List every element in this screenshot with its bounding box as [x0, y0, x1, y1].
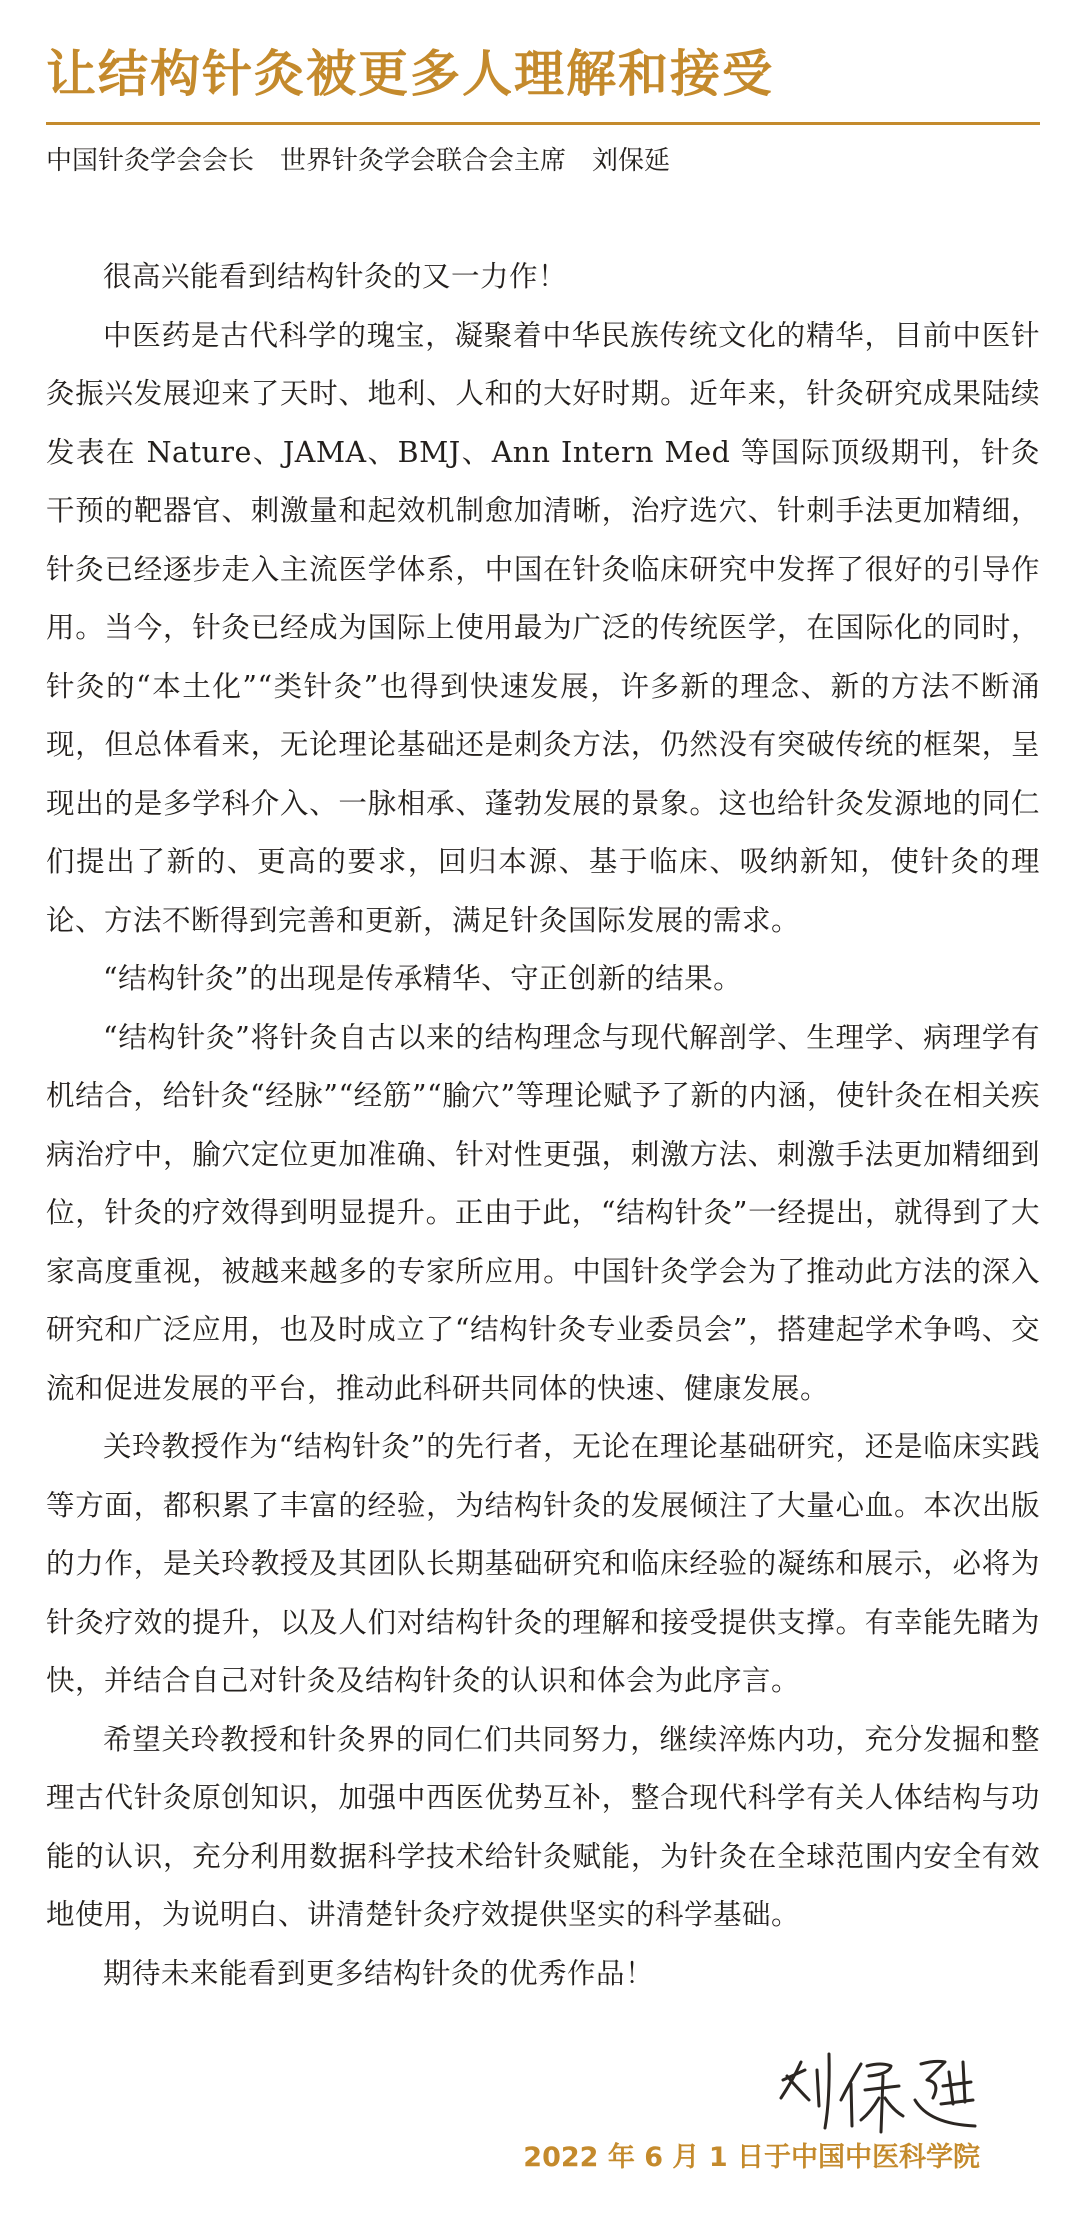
paragraph: “结构针灸”的出现是传承精华、守正创新的结果。 — [103, 962, 743, 995]
paragraph: 中医药是古代科学的瑰宝，凝聚着中华民族传统文化的精华，目前中医针灸振兴发展迎来了天时、地利、人和的大好时期。近年来，针灸研究成果陆续发表在 Nature、JAMA、BMJ、Ann Intern Med 等国际顶级期刊，针灸干预的靶器官、刺激量和起效机制愈加清晰，治疗选穴、针刺手法更加精细，针灸已经逐步走入主流医学体系，中国在针灸临床研究中发挥了很好的引导作用。当今，针灸已经成为国际上使用最为广泛的传统医学，在国际化的同时，针灸的“本土化”“类针灸”也得到快速发展，许多新的理念、新的方法不断涌现，但总体看来，无论理论基础还是刺灸方法，仍然没有突破传统的框架，呈现出的是多学科介入、一脉相承、蓬勃发展的景象。这也给针灸发源地的同仁们提出了新的、更高的要求，回归本源、基于临床、吸纳新知，使针灸的理论、方法不断得到完善和更新，满足针灸国际发展的需求。 — [46, 318, 1040, 937]
author-byline: 中国针灸学会会长 世界针灸学会联合会主席 刘保延 — [46, 146, 671, 176]
preface-body — [46, 248, 1040, 2003]
date-line: 2022 年 6 月 1 日于中国中医科学院 — [523, 2142, 980, 2173]
paragraph: 期待未来能看到更多结构针灸的优秀作品！ — [103, 1956, 655, 1990]
paragraph: 希望关玲教授和针灸界的同仁们共同努力，继续淬炼内功，充分发掘和整理古代针灸原创知识，加强中西医优势互补，整合现代科学有关人体结构与功能的认识，充分利用数据科学技术给针灸赋能，为针灸在全球范围内安全有效地使用，为说明白、讲清楚针灸疗效提供坚实的科学基础。 — [46, 1722, 1040, 1931]
page-title: 让结构针灸被更多人理解和接受 — [46, 45, 774, 103]
paragraph: 关玲教授作为“结构针灸”的先行者，无论在理论基础研究，还是临床实践等方面，都积累了丰富的经验，为结构针灸的发展倾注了大量心血。本次出版的力作，是关玲教授及其团队长期基础研究和临床经验的凝练和展示，必将为针灸疗效的提升，以及人们对结构针灸的理解和接受提供支撑。有幸能先睹为快，并结合自己对针灸及结构针灸的认识和体会为此序言。 — [46, 1430, 1040, 1697]
paragraph: “结构针灸”将针灸自古以来的结构理念与现代解剖学、生理学、病理学有机结合，给针灸“经脉”“经筋”“腧穴”等理论赋予了新的内涵，使针灸在相关疾病治疗中，腧穴定位更加准确、针对性更强，刺激方法、刺激手法更加精细到位，针灸的疗效得到明显提升。正由于此，“结构针灸”一经提出，就得到了大家高度重视，被越来越多的专家所应用。中国针灸学会为了推动此方法的深入研究和广泛应用，也及时成立了“结构针灸专业委员会”，搭建起学术争鸣、交流和促进发展的平台，推动此科研共同体的快速、健康发展。 — [46, 1020, 1040, 1405]
paragraph: 很高兴能看到结构针灸的又一力作！ — [103, 260, 568, 293]
handwritten-signature — [775, 2040, 985, 2140]
title-divider — [46, 122, 1040, 125]
